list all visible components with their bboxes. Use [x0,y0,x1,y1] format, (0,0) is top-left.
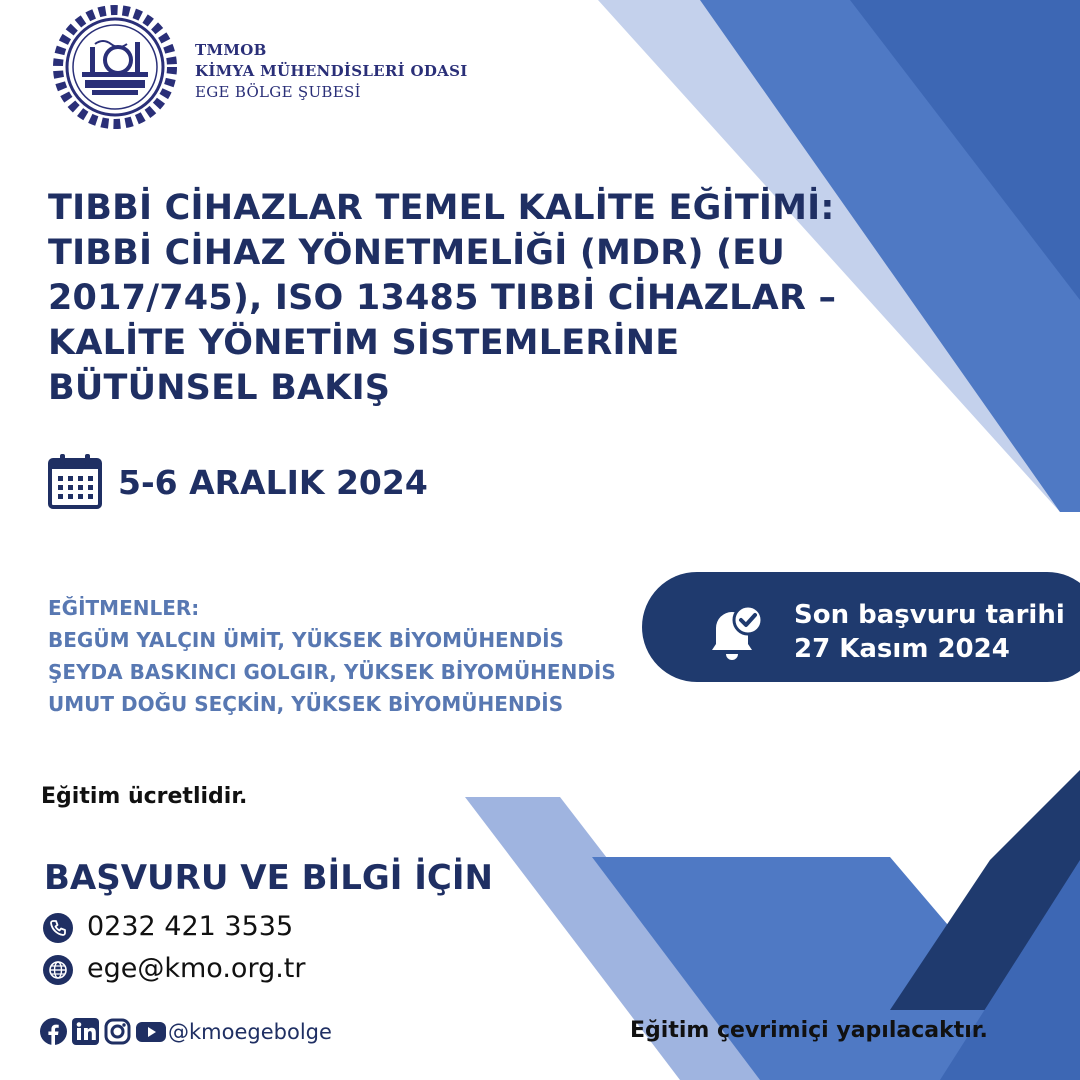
organization-name [195,40,468,103]
org-line-2: KİMYA MÜHENDİSLERİ ODASI [195,62,468,80]
phone-number[interactable]: 0232 421 3535 [87,911,294,942]
contact-heading: BAŞVURU VE BİLGİ İÇİN [44,858,493,898]
globe-icon [43,955,73,985]
email-address[interactable]: ege@kmo.org.tr [87,953,306,984]
facebook-icon[interactable] [40,1018,67,1045]
deadline-text [794,598,1065,666]
calendar-icon [47,452,103,510]
title-line: 2017/745), ISO 13485 TIBBİ CİHAZLAR – [48,278,837,318]
linkedin-icon[interactable] [72,1018,99,1045]
trainer-item: UMUT DOĞU SEÇKİN, YÜKSEK BİYOMÜHENDİS [48,692,564,716]
title-line: BÜTÜNSEL BAKIŞ [48,368,391,408]
trainer-item: BEGÜM YALÇIN ÜMİT, YÜKSEK BİYOMÜHENDİS [48,628,564,652]
event-title [48,186,848,411]
fee-note: Eğitim ücretlidir. [41,784,248,809]
deadline-date: 27 Kasım 2024 [794,634,1010,664]
deadline-label: Son başvuru tarihi [794,600,1065,630]
online-note: Eğitim çevrimiçi yapılacaktır. [630,1018,988,1043]
title-line: TIBBİ CİHAZ YÖNETMELİĞİ (MDR) (EU [48,233,785,273]
social-handle[interactable]: @kmoegebolge [168,1020,332,1044]
event-date: 5-6 ARALIK 2024 [118,463,428,502]
bell-check-icon [702,600,768,666]
trainers-heading: EĞİTMENLER: [48,596,200,620]
title-line: TIBBİ CİHAZLAR TEMEL KALİTE EĞİTİMİ: [48,188,835,228]
org-line-3: EGE BÖLGE ŞUBESİ [195,83,361,101]
youtube-icon[interactable] [136,1018,166,1045]
instagram-icon[interactable] [104,1018,131,1045]
kmo-logo [50,2,180,132]
title-line: KALİTE YÖNETİM SİSTEMLERİNE [48,323,680,363]
phone-icon [43,913,73,943]
trainers-section [48,592,616,720]
org-line-1: TMMOB [195,41,267,59]
trainer-item: ŞEYDA BASKINCI GOLGIR, YÜKSEK BİYOMÜHENDİS [48,660,616,684]
